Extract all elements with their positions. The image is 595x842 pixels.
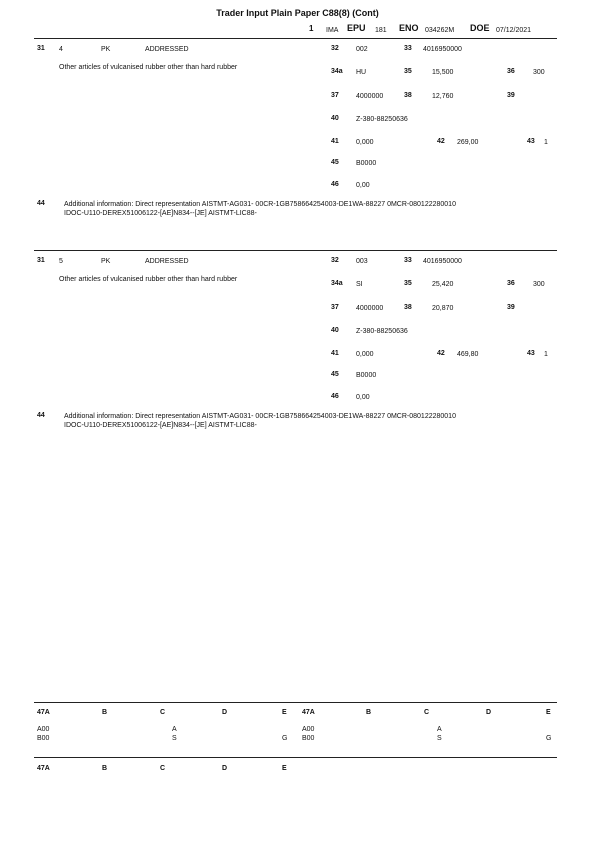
box-32-value: 003 — [356, 258, 368, 265]
marks: ADDRESSED — [145, 46, 189, 53]
box-34-value: SI — [356, 281, 363, 288]
box-46-value: 0,00 — [356, 182, 370, 189]
box-37-value: 4000000 — [356, 305, 384, 312]
tax-col-d: D — [222, 709, 228, 716]
box-35-label: 35 — [404, 280, 412, 287]
page-number: 1 — [309, 24, 314, 33]
box-41-label: 41 — [331, 138, 339, 145]
box-34-label: 34a — [331, 68, 343, 75]
box-39-label: 39 — [507, 92, 515, 99]
tax-amount-code: A — [172, 726, 177, 733]
box-34-label: 34a — [331, 280, 343, 287]
additional-info-line-1: Additional information: Direct representation AISTMT-AG031- 00CR-1GB758664254003-DE1WA-88227 0MCR-080122280010 — [64, 413, 456, 420]
epu-value: 181 — [375, 27, 387, 34]
tax-col-b: B — [102, 765, 108, 772]
box-46-value: 0,00 — [356, 394, 370, 401]
box-35-label: 35 — [404, 68, 412, 75]
tax-type-code: B00 — [37, 735, 50, 742]
box-44-label: 44 — [37, 200, 45, 207]
box-36-value: 300 — [533, 69, 545, 76]
box-37-value: 4000000 — [356, 93, 384, 100]
box-32-label: 32 — [331, 257, 339, 264]
tax-amount-code: S — [172, 735, 177, 742]
box-35-value: 25,420 — [432, 281, 454, 288]
tax-type-code: A00 — [302, 726, 315, 733]
tax-section-rule — [34, 702, 557, 703]
box-37-label: 37 — [331, 304, 339, 311]
commodity-code: 4016950000 — [423, 258, 462, 265]
header-rule — [34, 38, 557, 39]
tax-col-e: E — [282, 765, 287, 772]
box-41-value: 0,000 — [356, 139, 374, 146]
box-40-value: Z-380-88250636 — [356, 116, 408, 123]
doe-label: DOE — [470, 23, 490, 33]
tax-type-code: A00 — [37, 726, 50, 733]
box-45-label: 45 — [331, 159, 339, 166]
box-43-label: 43 — [527, 138, 535, 145]
box-34-value: HU — [356, 69, 367, 76]
package-kind: PK — [101, 258, 111, 265]
tax-section-rule — [34, 757, 557, 758]
box-42-label: 42 — [437, 350, 445, 357]
package-kind: PK — [101, 46, 111, 53]
commodity-code: 4016950000 — [423, 46, 462, 53]
box-38-value: 20,870 — [432, 305, 454, 312]
box-36-value: 300 — [533, 281, 545, 288]
doe-value: 07/12/2021 — [496, 27, 532, 34]
box-42-label: 42 — [437, 138, 445, 145]
additional-info-line-2: IDOC-U110-DEREX51006122-[AE]N834--[JE] AISTMT-LIC88- — [64, 422, 257, 429]
eno-value: 034262M — [425, 27, 455, 34]
box-32-label: 32 — [331, 45, 339, 52]
item-divider — [34, 250, 557, 251]
eno-label: ENO — [399, 23, 419, 33]
tax-col-d: D — [222, 765, 228, 772]
box-45-value: B0000 — [356, 160, 377, 167]
box-31-label: 31 — [37, 257, 45, 264]
box-41-value: 0,000 — [356, 351, 374, 358]
box-44-label: 44 — [37, 412, 45, 419]
box-45-value: B0000 — [356, 372, 377, 379]
box-41-label: 41 — [331, 350, 339, 357]
tax-amount-code: S — [437, 735, 442, 742]
box-31-label: 31 — [37, 45, 45, 52]
tax-col-e: E — [282, 709, 287, 716]
box-32-value: 002 — [356, 46, 368, 53]
box-39-label: 39 — [507, 304, 515, 311]
tax-amount-code: A — [437, 726, 442, 733]
ima-label: IMA — [326, 27, 339, 34]
marks: ADDRESSED — [145, 258, 189, 265]
box-43-value: 1 — [544, 139, 548, 146]
tax-type-code: B00 — [302, 735, 315, 742]
tax-mop-code: G — [282, 735, 288, 742]
additional-info-line-2: IDOC-U110-DEREX51006122-[AE]N834--[JE] AISTMT-LIC88- — [64, 210, 257, 217]
box-46-label: 46 — [331, 181, 339, 188]
tax-col-c: C — [160, 765, 166, 772]
box-36-label: 36 — [507, 68, 515, 75]
item-number: 5 — [59, 258, 63, 265]
box-42-value: 269,00 — [457, 139, 479, 146]
tax-col-b: B — [366, 709, 372, 716]
tax-mop-code: G — [546, 735, 552, 742]
box-40-value: Z-380-88250636 — [356, 328, 408, 335]
box-42-value: 469,80 — [457, 351, 479, 358]
tax-col-d: D — [486, 709, 492, 716]
box-45-label: 45 — [331, 371, 339, 378]
box-36-label: 36 — [507, 280, 515, 287]
box-40-label: 40 — [331, 115, 339, 122]
item-number: 4 — [59, 46, 63, 53]
box-38-label: 38 — [404, 92, 412, 99]
tax-col-47a: 47A — [37, 765, 50, 772]
tax-col-47a: 47A — [37, 709, 50, 716]
box-38-value: 12,760 — [432, 93, 454, 100]
box-46-label: 46 — [331, 393, 339, 400]
box-35-value: 15,500 — [432, 69, 454, 76]
epu-label: EPU — [347, 23, 366, 33]
box-33-label: 33 — [404, 45, 412, 52]
box-43-value: 1 — [544, 351, 548, 358]
additional-info-line-1: Additional information: Direct representation AISTMT-AG031- 00CR-1GB758664254003-DE1WA-88227 0MCR-080122280010 — [64, 201, 456, 208]
tax-col-47a: 47A — [302, 709, 315, 716]
box-38-label: 38 — [404, 304, 412, 311]
box-33-label: 33 — [404, 257, 412, 264]
page-title: Trader Input Plain Paper C88(8) (Cont) — [216, 8, 379, 18]
goods-description: Other articles of vulcanised rubber other than hard rubber — [59, 64, 238, 71]
box-37-label: 37 — [331, 92, 339, 99]
tax-col-c: C — [424, 709, 430, 716]
box-43-label: 43 — [527, 350, 535, 357]
box-40-label: 40 — [331, 327, 339, 334]
tax-col-c: C — [160, 709, 166, 716]
goods-description: Other articles of vulcanised rubber other than hard rubber — [59, 276, 238, 283]
tax-col-e: E — [546, 709, 551, 716]
tax-col-b: B — [102, 709, 108, 716]
